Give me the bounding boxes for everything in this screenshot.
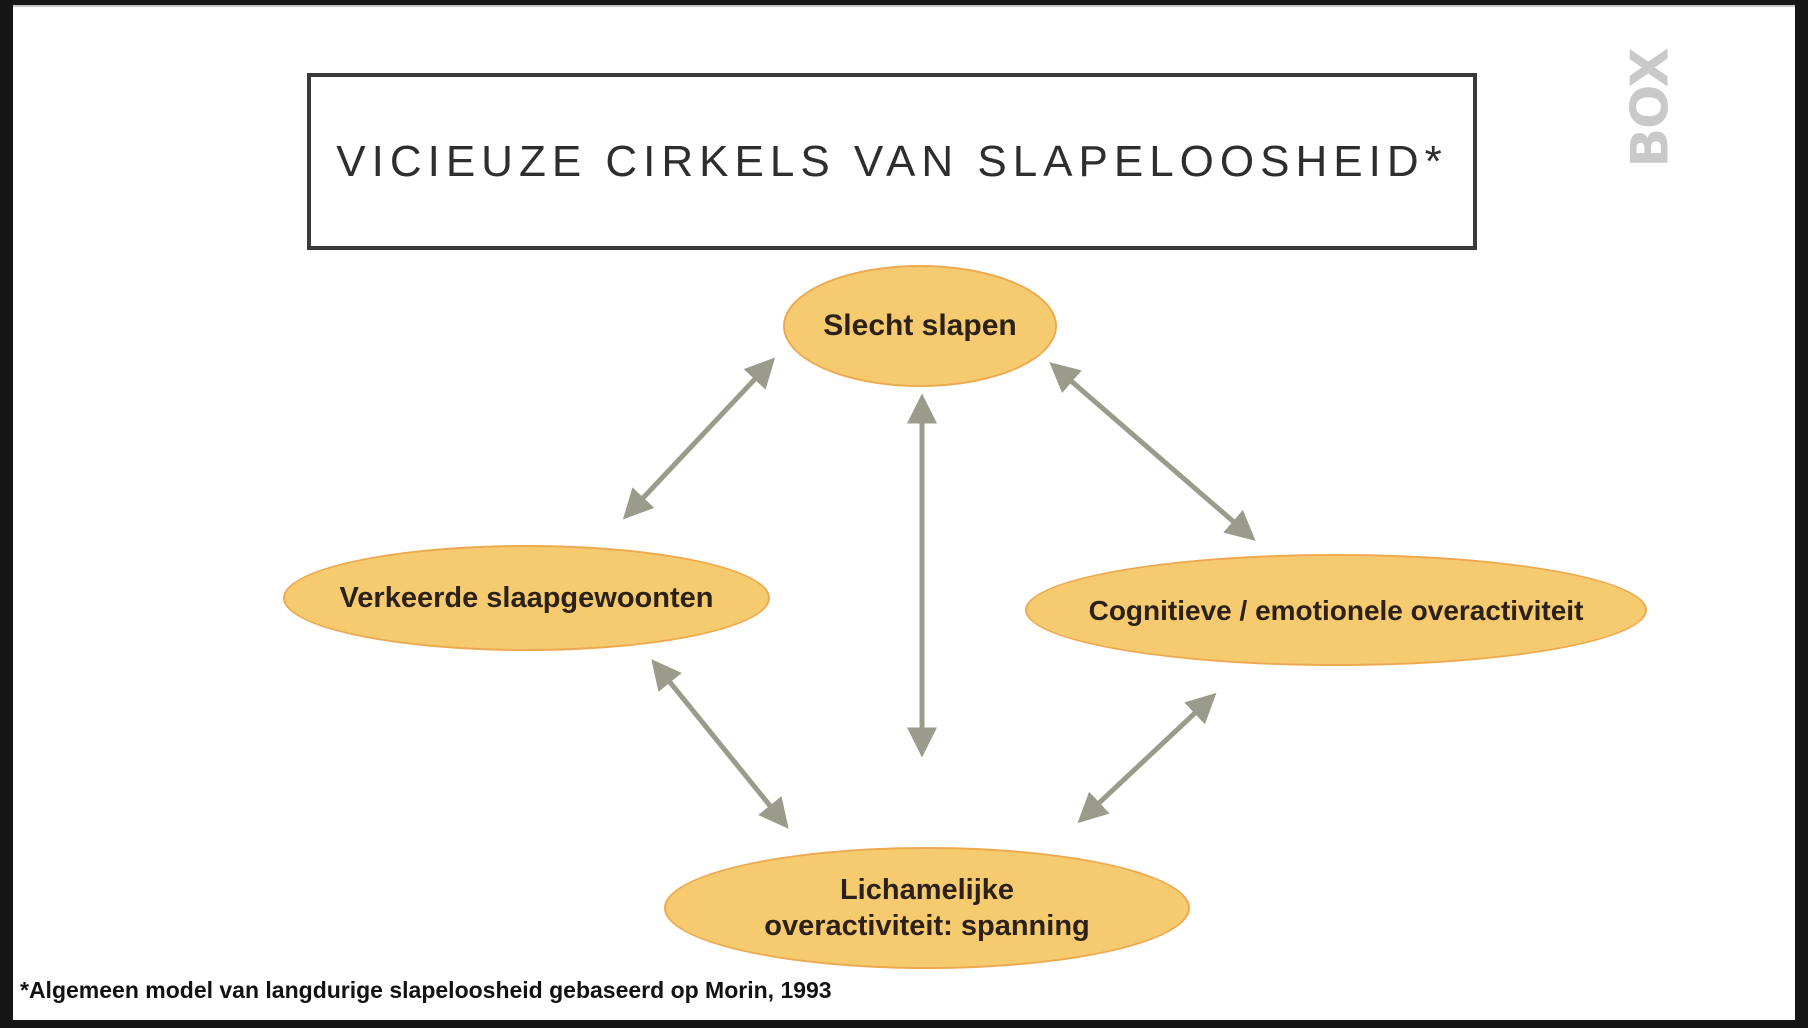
node-verkeerde-slaapgewoonten [283,545,770,651]
top-frame-hairline [13,5,1795,7]
title-box [307,73,1477,250]
footnote: *Algemeen model van langdurige slapeloosheid gebaseerd op Morin, 1993 [20,977,832,1003]
box-logo [1613,48,1689,168]
node-verkeerde-slaapgewoonten-label: Verkeerde slaapgewoonten [339,581,714,614]
node-cognitieve-emotionele-overactiviteit [1025,554,1647,666]
node-cognitieve-label: Cognitieve / emotionele overactiviteit [1088,594,1584,626]
node-lichamelijke-overactiviteit [664,847,1190,969]
page-title: VICIEUZE CIRKELS VAN SLAPELOOSHEID* [336,136,1448,186]
node-lichamelijke-label-line1: Lichamelijke [839,873,1015,906]
node-slecht-slapen-label: Slecht slapen [823,309,1017,343]
node-lichamelijke-label-line2: overactiviteit: spanning [764,910,1090,942]
box-logo-text: BOX [1621,48,1682,168]
node-slecht-slapen [783,265,1057,387]
